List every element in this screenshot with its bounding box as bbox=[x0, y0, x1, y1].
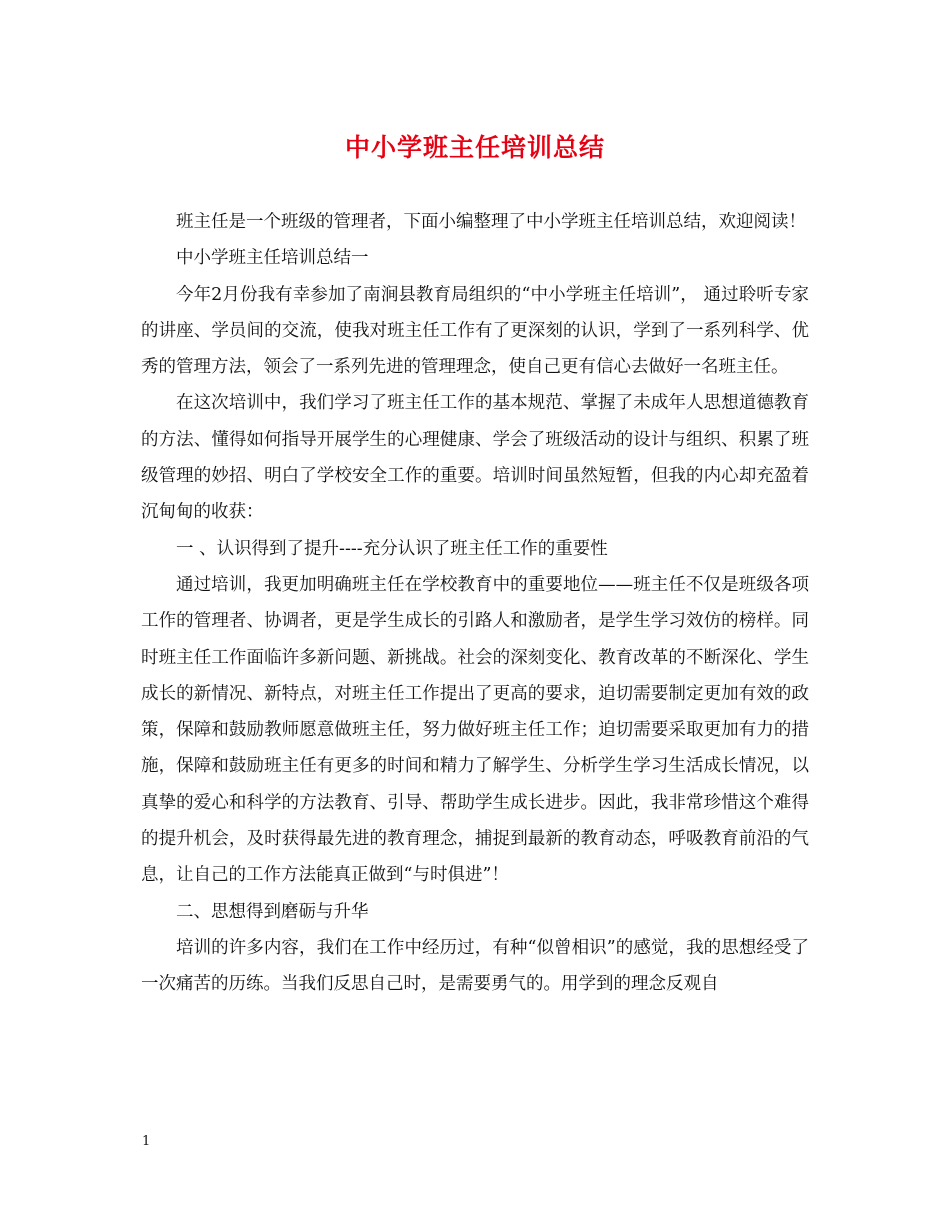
body-paragraph: 通过培训，我更加明确班主任在学校教育中的重要地位——班主任不仅是班级各项工作的管理者、协调者，更是学生成长的引路人和激励者，是学生学习效仿的榜样。同时班主任工作面临许多新问题、新挑战。社会的深刻变化、教育改革的不断深化、学生成长的新情况、新特点，对班主任工作提出了更高的要求，迫切需要制定更加有效的政策，保障和鼓励教师愿意做班主任，努力做好班主任工作；迫切需要采取更加有力的措施，保障和鼓励班主任有更多的时间和精力了解学生、分析学生学习生活成长情况，以真挚的爱心和科学的方法教育、引导、帮助学生成长进步。因此，我非常珍惜这个难得的提升机会，及时获得最先进的教育理念，捕捉到最新的教育动态，呼吸教育前沿的气息，让自己的工作方法能真正做到“与时俱进”！ bbox=[141, 574, 809, 886]
subheading: 二、思想得到磨砺与升华 bbox=[176, 901, 369, 922]
body-paragraph: 在这次培训中，我们学习了班主任工作的基本规范、掌握了未成年人思想道德教育的方法、懂得如何指导开展学生的心理健康、学会了班级活动的设计与组织、积累了班级管理的妙招、明白了学校安全工作的重要。培训时间虽然短暂，但我的内心却充盈着沉甸甸的收获： bbox=[141, 393, 809, 523]
body-paragraph: 培训的许多内容，我们在工作中经历过，有种“似曾相识”的感觉，我的思想经受了一次痛苦的历练。当我们反思自己时，是需要勇气的。用学到的理念反观自 bbox=[141, 937, 809, 995]
section-heading: 中小学班主任培训总结一 bbox=[176, 248, 369, 269]
subheading: 一 、认识得到了提升----充分认识了班主任工作的重要性 bbox=[176, 538, 608, 559]
document-body bbox=[141, 204, 809, 1003]
page-number: 1 bbox=[142, 1134, 151, 1149]
intro-paragraph: 班主任是一个班级的管理者，下面小编整理了中小学班主任培训总结，欢迎阅读！ bbox=[176, 212, 806, 232]
document-title: 中小学班主任培训总结 bbox=[344, 133, 605, 162]
body-paragraph: 今年2月份我有幸参加了南涧县教育局组织的“中小学班主任培训”， 通过聆听专家的讲座、学员间的交流，使我对班主任工作有了更深刻的认识，学到了一系列科学、优秀的管理方法，领会了一系列先进的管理理念，使自己更有信心去做好一名班主任。 bbox=[141, 284, 809, 378]
